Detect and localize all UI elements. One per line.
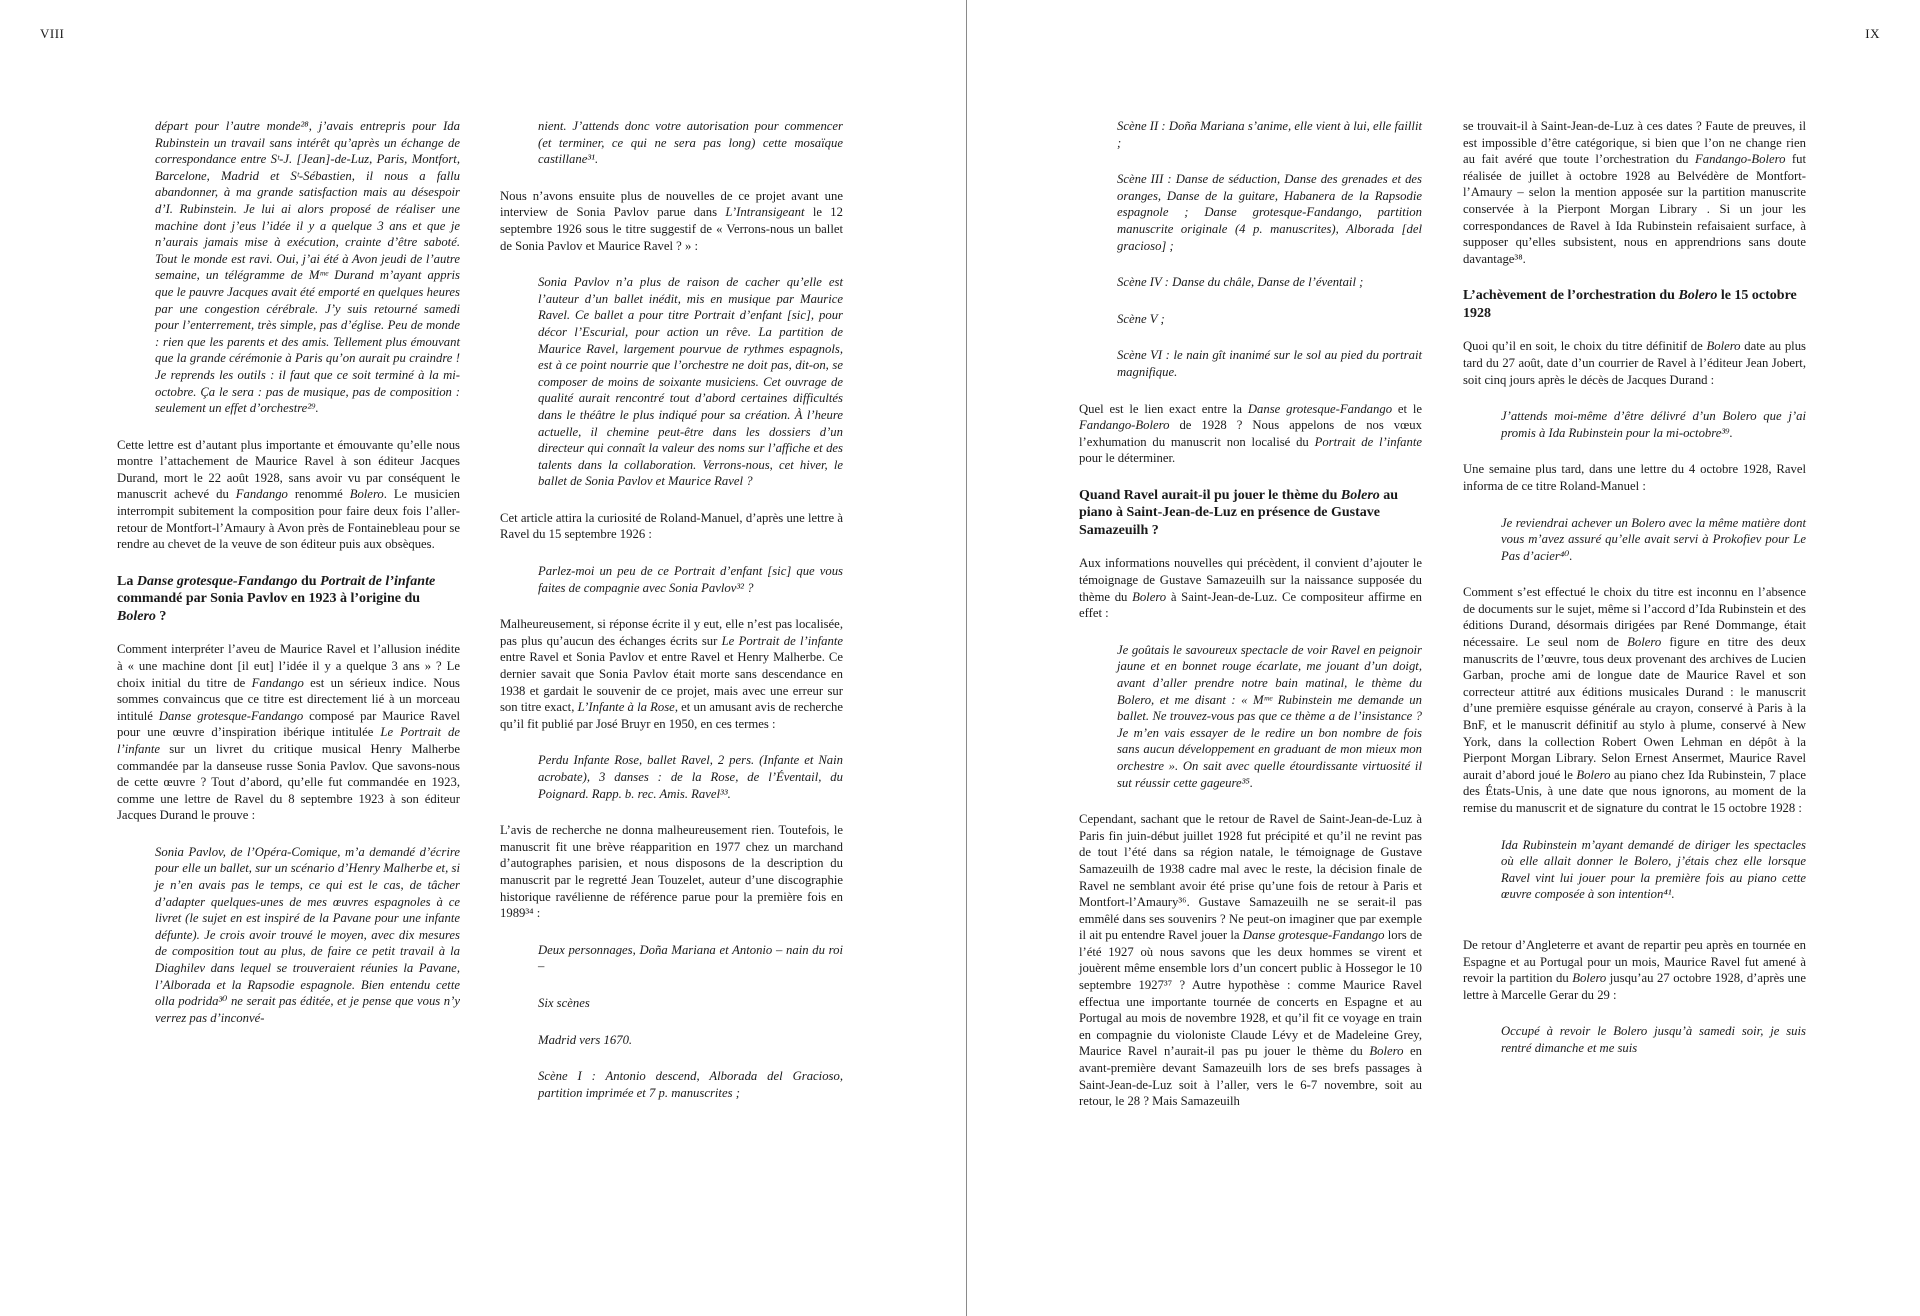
body-paragraph: Une semaine plus tard, dans une lettre du 4 octobre 1928, Ravel informa de ce titre Roland-Manuel : [1463,462,1806,493]
page-number-left: VIII [40,26,65,41]
body-paragraph: Aux informations nouvelles qui précèdent, il convient d’ajouter le témoignage de Gustave Samazeuilh sur la naissance supposée du thème du Bolero à Saint-Jean-de-Luz. Ce compositeur affirme en effet : [1079,556,1422,621]
body-paragraph: Malheureusement, si réponse écrite il y eut, elle n’est pas localisée, pas plus qu’aucun des échanges écrits sur Le Portrait de l’infante entre Ravel et Sonia Pavlov et entre Ravel et Henry Malherbe. Ce dernier savait que Sonia Pavlov était morte sans descendance en 1938 et gardait le souvenir de ce projet, mais avec une erreur sur son titre exact, L’Infante à la Rose, et un amusant avis de recherche qu’il fit publié par José Bruyr en 1950, en ces termes : [500,617,843,731]
block-quote: Scène III : Danse de séduction, Danse des grenades et des oranges, Danse de la guitare, Habanera de la Rapsodie espagnole ; Danse grotesque-Fandango, partition manuscrite originale (4 p. manuscrites), Alborada [del gracioso] ; [1117,172,1422,253]
block-quote: Sonia Pavlov, de l’Opéra-Comique, m’a demandé d’écrire pour elle un ballet, sur un scénario d’Henry Malherbe et, si je n’en avais pas le temps, ce qui est le cas, de tâcher d’adapter quelques-unes de mes œuvres espagnoles à ce livret (le sujet en est inspiré de la Pavane pour une infante défunte). Je crois avoir trouvé le moyen, avec dix mesures de composition tout au plus, de faire ce petit travail à la Diaghilev dans lequel se trouveraient réunies la Pavane, l’Alborada et la Rapsodie espagnole. Bien entendu cette olla podrida³⁰ ne serait pas éditée, et je pense que vous n’y verrez pas d’inconvé- [155,844,460,1025]
block-quote: départ pour l’autre monde²⁸, j’avais entrepris pour Ida Rubinstein un travail sans intérêt qu’après un échange de correspondance entre Sᵗ-J. [Jean]-de-Luz, Paris, Montfort, Barcelone, Madrid et Sᵗ-Sébastien, il nous a fallu abandonner, à ma grande satisfaction mais au désespoir d’I. Rubinstein. Je lui ai alors proposé de réaliser une machine dont j’eus l’idée il y a quelque 3 ans et que je n’aurais jamais mise à exécution, crainte d’être saboté. Tout le monde est ravi. Oui, j’ai été à Avon jeudi de l’autre semaine, un télégramme de Mᵐᵉ Durand m’ayant appris que le pauvre Jacques avait été emporté en quelques heures par une congestion cérébrale. J’y suis retourné samedi pour l’enterrement, très simple, pas d’église. Peu de monde : rien que les parents et des amis. Tellement plus émouvant que la grande cérémonie à Paris qu’on aurait pu craindre ! Je reprends les outils : il faut que ce soit terminé à la mi-octobre. Ça le sera : pas de musique, pas de composition : seulement un effet d’orchestre²⁹. [155,119,460,416]
block-quote: Parlez-moi un peu de ce Portrait d’enfant [sic] que vous faites de compagnie avec Sonia Pavlov³² ? [538,564,843,595]
body-paragraph: se trouvait-il à Saint-Jean-de-Luz à ces dates ? Faute de preuves, il est impossible d’être catégorique, si bien que l’on ne change rien au fait avéré que toute l’orchestration du Fandango-Bolero fut réalisée de juillet à octobre 1928 au Belvédère de Montfort-l’Amaury – selon la mention apposée sur la partition manuscrite conservée à la Pierpont Morgan Library . Si un jour les correspondances de Ravel à Ida Rubinstein refaisaient surface, à supposer qu’elles subsistent, nous en apprendrions sans doute davantage³⁸. [1463,119,1806,266]
section-heading: La Danse grotesque-Fandango du Portrait de l’infante commandé par Sonia Pavlov en 1923 à l’origine du Bolero ? [117,573,436,624]
block-quote: Scène V ; [1117,311,1165,326]
block-quote: nient. J’attends donc votre autorisation pour commencer (et terminer, ce qui ne sera pas long) cette mosaïque castillane³¹. [538,119,843,167]
block-quote: Scène I : Antonio descend, Alborada del Gracioso, partition imprimée et 7 p. manuscrites ; [538,1069,843,1100]
block-quote: Deux personnages, Doña Mariana et Antonio – nain du roi – [538,942,843,974]
block-quote: Occupé à revoir le Bolero jusqu’à samedi soir, je suis rentré dimanche et me suis [1501,1024,1806,1055]
block-quote: Je goûtais le savoureux spectacle de voir Ravel en peignoir jaune et en bonnet rouge écarlate, me jouant d’un doigt, avant d’aller prendre notre bain matinal, le thème du Bolero, et me disant : « Mᵐᵉ Rubinstein me demande un ballet. Ne trouvez-vous pas que ce thème a de l’insistance ? Je m’en vais essayer de le redire un bon nombre de fois sans aucun développement en graduant de mon mieux mon orchestre ». On sait avec quelle étourdissante virtuosité il sut réussir cette gageure³⁵. [1117,642,1422,790]
text-column-4 [1463,118,1806,1077]
body-paragraph: Nous n’avons ensuite plus de nouvelles de ce projet avant une interview de Sonia Pavlov parue dans L’Intransigeant le 12 septembre 1926 sous le titre suggestif de « Verrons-nous un ballet de Sonia Pavlov et Maurice Ravel ? » : [500,188,843,253]
body-paragraph: Cependant, sachant que le retour de Ravel de Saint-Jean-de-Luz à Paris fin juin-début juillet 1928 fut précipité et qu’il ne revint pas de tout l’été dans sa région natale, le témoignage de Gustave Samazeuilh de 1938 cadre mal avec le reste, la décision finale de Ravel ne semblant avoir été prise qu’une fois de retour à Paris et Montfort-l’Amaury³⁶. Gustave Samazeuilh ne se serait-il pas emmêlé dans ses souvenirs ? Ne peut-on imaginer que par exemple il ait pu entendre Ravel jouer la Danse grotesque-Fandango lors de l’été 1927 où nous savons que les deux hommes se virent et jouèrent même ensemble lors d’un concert public à Hossegor le 10 septembre 1927³⁷ ? Autre hypothèse : comme Maurice Ravel effectua une importante tournée de concerts en Espagne et au Portugal au mois de novembre 1928, et qu’il fit ce voyage en train en compagnie du violoniste Claude Lévy et de Madeleine Grey, Maurice Ravel n’aurait-il pas pu jouer le thème du Bolero en avant-première devant Samazeuilh lors de ses brefs passages à Saint-Jean-de-Luz soit à l’aller, vers le 6-7 novembre, soit au retour, le 28 ? Mais Samazeuilh [1079,812,1422,1109]
body-paragraph: De retour d’Angleterre et avant de repartir peu après en tournée en Espagne et au Portugal pour un mois, Maurice Ravel fut amené à revoir la partition du Bolero jusqu’au 27 octobre 1928, d’après une lettre à Marcelle Gerar du 29 : [1463,937,1806,1002]
body-paragraph: Quel est le lien exact entre la Danse grotesque-Fandango et le Fandango-Bolero de 1928 ? Nous appelons de nos vœux l’exhumation du manuscrit non localisé du Portrait de l’infante pour le déterminer. [1079,401,1422,466]
text-column-1 [117,118,460,1046]
block-quote: Perdu Infante Rose, ballet Ravel, 2 pers. (Infante et Nain acrobate), 3 danses : de la Rose, de l’Éventail, du Poignard. Rapp. b. rec. Amis. Ravel³³. [538,753,843,801]
block-quote: Scène IV : Danse du châle, Danse de l’éventail ; [1117,275,1364,290]
spacer [1463,923,1806,937]
body-paragraph: Cette lettre est d’autant plus importante et émouvante qu’elle nous montre l’attachement de Maurice Ravel à son éditeur Jacques Durand, mort le 22 août 1928, sans avoir vu par conséquent le manuscrit achevé du Fandango renommé Bolero. Le musicien interrompit subitement la composition pour faire deux fois l’aller-retour de Montfort-l’Amaury à Avon près de Fontainebleau pour se rendre au chevet de la veuve de son éditeur puis aux obsèques. [117,437,460,552]
block-quote: J’attends moi-même d’être délivré d’un Bolero que j’ai promis à Ida Rubinstein pour la mi-octobre³⁹. [1501,409,1806,440]
block-quote: Scène VI : le nain gît inanimé sur le sol au pied du portrait magnifique. [1117,348,1422,379]
page-gutter-divider [966,0,967,1316]
body-paragraph: L’avis de recherche ne donna malheureusement rien. Toutefois, le manuscrit fit une brève réapparition en 1977 chez un marchand d’autographes parisien, et nous disposons de la description du manuscrit par le regretté Jean Touzelet, auteur d’une discographie historique ravélienne de référence parue pour la première fois en 1989³⁴ : [500,823,843,921]
body-paragraph: Cet article attira la curiosité de Roland-Manuel, d’après une lettre à Ravel du 15 septembre 1926 : [500,510,843,542]
section-heading: Quand Ravel aurait-il pu jouer le thème du Bolero au piano à Saint-Jean-de-Luz en présence de Gustave Samazeuilh ? [1079,487,1399,538]
block-quote: Six scènes [538,995,590,1010]
text-column-3 [1079,118,1422,1130]
block-quote: Scène II : Doña Mariana s’anime, elle vient à lui, elle faillit ; [1117,119,1422,150]
block-quote: Sonia Pavlov n’a plus de raison de cacher qu’elle est l’auteur d’un ballet inédit, mis en musique par Maurice Ravel. Ce ballet a pour titre Portrait d’enfant [sic], pour décor l’Escurial, pour action un rêve. La partition de Maurice Ravel, largement pourvue de rythmes espagnols, est à ce point nourrie que l’orchestre ne doit pas, dit-on, se composer de moins de soixante musiciens. Cet ouvrage de qualité aurait rencontré tout d’abord certaines difficultés dans le théâtre le plus indiqué pour sa création. À l’heure actuelle, il chemine peut-être dans les dossiers d’un directeur qui connaît la valeur des noms sur l’affiche et des talents dans la collaboration. Verrons-nous, cet hiver, le ballet de Sonia Pavlov et Maurice Ravel ? [538,275,843,489]
text-column-2 [500,118,843,1121]
body-paragraph: Comment interpréter l’aveu de Maurice Ravel et l’allusion inédite à « une machine dont [il eut] l’idée il y a quelque 3 ans » ? Le choix initial du titre de Fandango est un sérieux indice. Nous sommes convaincus que ce titre est directement lié à un morceau intitulé Danse grotesque-Fandango composé par Maurice Ravel pour une œuvre d’inspiration ibérique intitulée Le Portrait de l’infante sur un livret du critique musical Henry Malherbe commandée par la danseuse russe Sonia Pavlov. Que savons-nous de cette œuvre ? Tout d’abord, qu’elle fut commandée en 1923, comme une lettre de Ravel du 8 septembre 1923 à son éditeur Jacques Durand le prouve : [117,642,461,823]
block-quote: Madrid vers 1670. [538,1032,633,1047]
body-paragraph: Comment s’est effectué le choix du titre est inconnu en l’absence de documents sur le sujet, même si l’accord d’Ida Rubinstein et des éditions Durand, désormais dirigées par René Dommange, était nécessaire. Le seul nom de Bolero figure en titre des deux manuscrits de l’œuvre, tous deux provenant des archives de Lucien Garban, proche ami de longue date de Maurice Ravel et son correcteur attitré aux éditions musicales Durand : le manuscrit d’une première esquisse générale au crayon, conservé à Paris à la BnF, et le manuscrit définitif au stylo à plume, conservé à New York, dans la collection Robert Owen Lehman en dépôt à la Pierpont Morgan Library. Selon Ernest Ansermet, Maurice Ravel aurait d’abord joué le Bolero au piano chez Ida Rubinstein, 7 place des États-Unis, à une date que nous ignorons, au moment de la remise du manuscrit et de signature du contrat le 15 octobre 1928 : [1463,585,1806,815]
section-heading: L’achèvement de l’orchestration du Bolero le 15 octobre 1928 [1463,288,1797,321]
body-paragraph: Quoi qu’il en soit, le choix du titre définitif de Bolero date au plus tard du 27 août, date d’un courrier de Ravel à l’éditeur Jean Jobert, soit cinq jours après le décès de Jacques Durand : [1463,339,1806,387]
block-quote: Ida Rubinstein m’ayant demandé de diriger les spectacles où elle allait donner le Bolero, j’étais chez elle lorsque Ravel vint lui jouer pour la première fois au piano cette œuvre composée à son intention⁴¹. [1501,837,1806,902]
page-number-right: IX [1865,26,1880,41]
block-quote: Je reviendrai achever un Bolero avec la même matière dont vous m’avez assuré qu’elle avait servi à Prokofiev pour Le Pas d’acier⁴⁰. [1501,515,1806,563]
